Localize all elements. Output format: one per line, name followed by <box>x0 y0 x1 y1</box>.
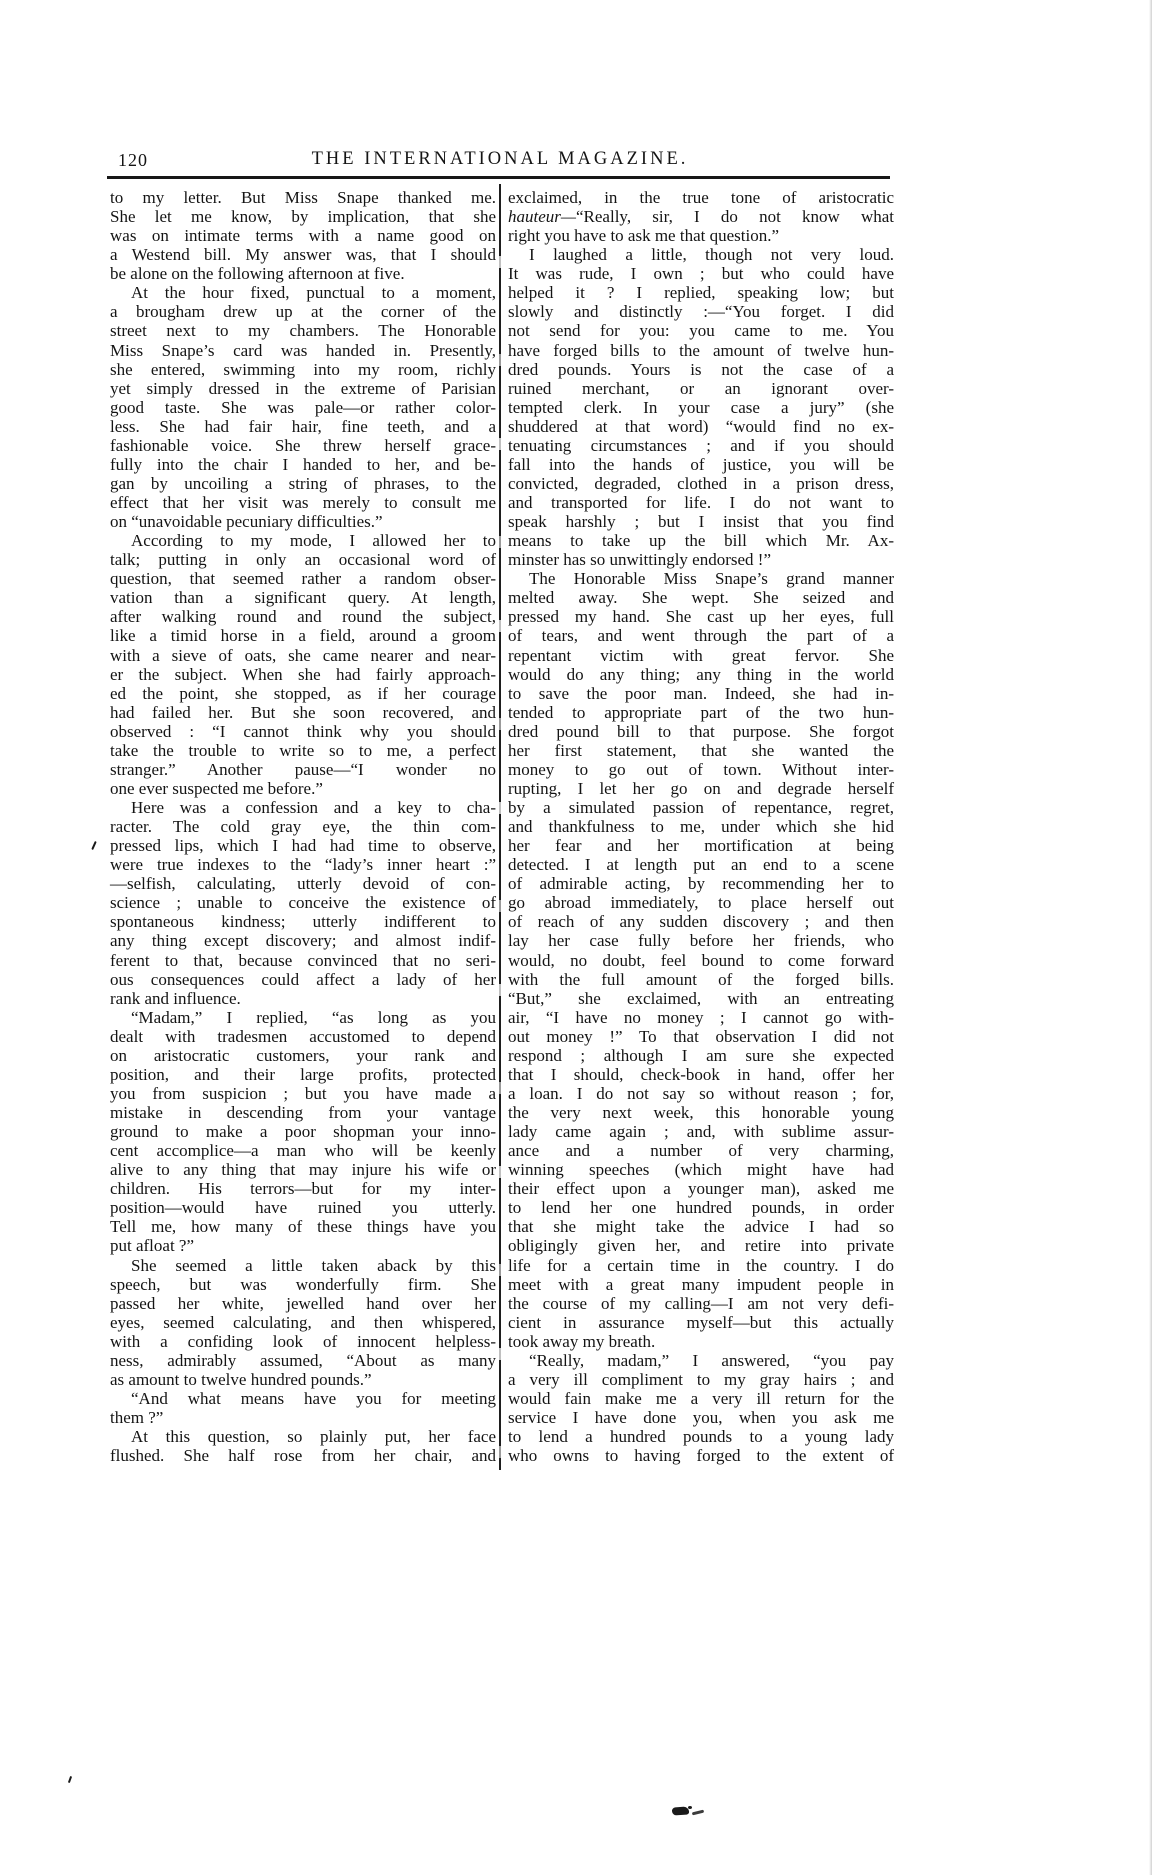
text-line: money to go out of town. Without inter- <box>508 759 894 779</box>
text-line: It was rude, I own ; but who could have <box>508 264 894 284</box>
text-line: their effect upon a younger man), asked me <box>508 1179 894 1199</box>
text-line: gan by uncoiling a string of phrases, to the <box>110 473 496 493</box>
text-line: less. She had fair hair, fine teeth, and a <box>110 416 496 436</box>
text-line: “And what means have you for meeting <box>131 1388 496 1408</box>
ink-smudge <box>672 1806 690 1815</box>
text-line: with a confiding look of innocent helpless- <box>110 1331 496 1351</box>
text-line: tended to appropriate part of the two hun- <box>508 702 894 722</box>
text-line: dealt with tradesmen accustomed to depend <box>110 1026 496 1046</box>
text-line: put afloat ?” <box>110 1236 195 1256</box>
text-line: with a sieve of oats, she came nearer and near- <box>110 645 496 665</box>
text-line: fully into the chair I handed to her, and be- <box>110 454 496 474</box>
text-line: the very next week, this honorable young <box>508 1103 894 1122</box>
text-line: ruined merchant, or an ignorant over- <box>508 378 894 398</box>
text-line: to save the poor man. Indeed, she had in- <box>508 683 894 703</box>
text-line: exclaimed, in the true tone of aristocratic <box>508 188 894 207</box>
text-line: ground to make a poor shopman your inno- <box>110 1122 496 1142</box>
text-line: who owns to having forged to the extent of <box>508 1446 894 1466</box>
text-line: “Really, madam,” I answered, “you pay <box>529 1350 894 1370</box>
text-line: be alone on the following afternoon at five. <box>110 264 405 284</box>
text-line: go abroad immediately, to place herself out <box>508 893 894 913</box>
text-line: position—would have ruined you utterly. <box>110 1198 496 1218</box>
text-line: er the subject. When she had fairly approach- <box>110 664 496 684</box>
text-line: slowly and distinctly :—“You forget. I did <box>508 302 894 322</box>
text-line: was on intimate terms with a name good on <box>110 226 496 246</box>
text-line: lady came again ; and, with sublime assur- <box>508 1122 894 1142</box>
text-line: to lend her one hundred pounds, in order <box>508 1198 894 1218</box>
text-line: lay her case fully before her friends, who <box>508 931 894 951</box>
text-line: fall into the hands of justice, you will be <box>508 454 894 474</box>
text-line: to my letter. But Miss Snape thanked me. <box>110 188 496 207</box>
ink-speck <box>91 841 96 850</box>
text-line: shuddered at that word) “would find no ex- <box>508 416 894 436</box>
text-line: The Honorable Miss Snape’s grand manner <box>529 569 894 589</box>
text-line: her first statement, that she wanted the <box>508 740 894 760</box>
text-line: melted away. She wept. She seized and <box>508 588 894 608</box>
text-line: ness, admirably assumed, “About as many <box>110 1350 496 1370</box>
text-line: would fain make me a very ill return for the <box>508 1388 894 1408</box>
text-line: At the hour fixed, punctual to a moment, <box>131 283 496 303</box>
text-line: out money !” To that observation I did not <box>508 1026 894 1046</box>
text-line: rank and influence. <box>110 988 241 1008</box>
text-line: ed the point, she stopped, as if her courage <box>110 683 496 703</box>
text-line: alive to any thing that may injure his wife or <box>110 1160 496 1180</box>
text-line: service I have done you, when you ask me <box>508 1408 894 1427</box>
text-line: speak harshly ; but I insist that you find <box>508 512 894 532</box>
text-line: tenuating circumstances ; and if you should <box>508 435 894 455</box>
text-line: speech, but was wonderfully firm. She <box>110 1274 496 1294</box>
text-line: one ever suspected me before.” <box>110 778 323 798</box>
text-line: ferent to that, because convinced that no seri- <box>110 950 496 970</box>
text-line: Miss Snape’s card was handed in. Presently, <box>110 340 496 360</box>
text-line: science ; unable to conceive the existence of <box>110 893 496 913</box>
text-line: winning speeches (which might have had <box>508 1160 894 1180</box>
text-line: tempted clerk. In your case a jury” (she <box>508 397 894 417</box>
text-line: pressed my hand. She cast up her eyes, full <box>508 607 894 627</box>
text-line: a brougham drew up at the corner of the <box>110 302 496 322</box>
text-line: on “unavoidable pecuniary difficulties.” <box>110 512 383 532</box>
text-line: detected. I at length put an end to a scene <box>508 855 894 875</box>
text-line: take the trouble to write so to me, a perfect <box>110 740 496 760</box>
text-line: At this question, so plainly put, her face <box>131 1427 496 1447</box>
text-line: cient in assurance myself—but this actually <box>508 1312 894 1332</box>
text-line: flushed. She half rose from her chair, and <box>110 1446 496 1466</box>
text-line: that I should, check-book in hand, offer her <box>508 1064 894 1084</box>
text-line: According to my mode, I allowed her to <box>131 531 496 551</box>
text-line: on aristocratic customers, your rank and <box>110 1045 496 1065</box>
text-line: means to take up the bill which Mr. Ax- <box>508 531 894 551</box>
text-line: of tears, and went through the part of a <box>508 626 894 646</box>
italic-text: hauteur— <box>508 207 576 227</box>
text-line: children. His terrors—but for my inter- <box>110 1179 496 1199</box>
text-line: —selfish, calculating, utterly devoid of con- <box>110 874 496 894</box>
page-title: THE INTERNATIONAL MAGAZINE. <box>311 149 689 169</box>
column-divider <box>499 184 501 1470</box>
text-line: of reach of any sudden discovery ; and then <box>508 912 894 932</box>
text-line: I laughed a little, though not very loud. <box>529 245 894 265</box>
text-line: position, and their large profits, protected <box>110 1064 496 1084</box>
text-line: dred pounds. Yours is not the case of a <box>508 359 894 379</box>
text-line: ous consequences could affect a lady of her <box>110 969 496 989</box>
text-line: her fear and her mortification at being <box>508 836 894 856</box>
text-line: minster has so unwittingly endorsed !” <box>508 550 771 570</box>
header-rule <box>107 176 890 179</box>
page-number: 120 <box>118 150 148 170</box>
text-line: “But,” she exclaimed, with an entreating <box>508 988 894 1008</box>
text-line: question, that seemed rather a random obser- <box>110 569 496 589</box>
text-line: have forged bills to the amount of twelve hun- <box>508 340 894 360</box>
text-line: ance and a number of very charming, <box>508 1141 894 1161</box>
text-line: passed her white, jewelled hand over her <box>110 1293 496 1313</box>
column-right <box>508 188 894 1465</box>
text-line: repentant victim with great fervor. She <box>508 645 894 665</box>
text-line: Here was a confession and a key to cha- <box>131 798 496 817</box>
text-line: to lend a hundred pounds to a young lady <box>508 1427 894 1447</box>
text-line: and transported for life. I do not want to <box>508 493 894 512</box>
text-line: and thankfulness to me, under which she hid <box>508 817 894 837</box>
text-line: eyes, seemed calculating, and then whispered, <box>110 1312 496 1332</box>
ink-smudge <box>692 1810 704 1816</box>
text-line: a loan. I do not say so without reason ; for, <box>508 1083 894 1103</box>
text-line: the course of my calling—I am not very defi- <box>508 1293 894 1313</box>
text-line: stranger.” Another pause—“I wonder no <box>110 759 496 779</box>
text-line: rupting, I let her go on and degrade herself <box>508 778 894 798</box>
text-line: obligingly given her, and retire into private <box>508 1236 894 1256</box>
text-line: cent accomplice—a man who will be keenly <box>110 1141 496 1161</box>
text-line: right you have to ask me that question.” <box>508 226 779 246</box>
text-line: effect that her visit was merely to consult me <box>110 493 496 512</box>
text-line: were true indexes to the “lady’s inner heart :” <box>110 855 496 875</box>
text-line: fashionable voice. She threw herself grace- <box>110 435 496 455</box>
text-line: respond ; although I am sure she expected <box>508 1045 894 1065</box>
text-line: meet with a great many impudent people in <box>508 1274 894 1294</box>
text-line: talk; putting in only an occasional word of <box>110 550 496 570</box>
text-line: like a timid horse in a field, around a groom <box>110 626 496 646</box>
text-line: street next to my chambers. The Honorable <box>110 321 496 341</box>
text-line: mistake in descending from your vantage <box>110 1103 496 1122</box>
text-line: with the full amount of the forged bills. <box>508 969 894 989</box>
text-line: that she might take the advice I had so <box>508 1217 894 1237</box>
column-left <box>110 188 496 1465</box>
text-line: she entered, swimming into my room, richly <box>110 359 496 379</box>
text-line: dred pound bill to that purpose. She forgot <box>508 721 894 741</box>
text-line: would do any thing; any thing in the world <box>508 664 894 684</box>
text-line: took away my breath. <box>508 1331 656 1351</box>
text-line: would, no doubt, feel bound to come forward <box>508 950 894 970</box>
text-line: as amount to twelve hundred pounds.” <box>110 1369 372 1389</box>
text-line: by a simulated passion of repentance, regret, <box>508 798 894 817</box>
text-line: hauteur—“Really, sir, I do not know what <box>508 207 894 227</box>
text-line: them ?” <box>110 1408 164 1427</box>
text-line: you from suspicion ; but you have made a <box>110 1083 496 1103</box>
text-line: She seemed a little taken aback by this <box>131 1255 496 1275</box>
text-line: helped it ? I replied, speaking low; but <box>508 283 894 303</box>
text-line: racter. The cold gray eye, the thin com- <box>110 817 496 837</box>
text-line: convicted, degraded, clothed in a prison dress, <box>508 473 894 493</box>
ink-smudge <box>688 1806 692 1809</box>
text-line: after walking round and round the subject, <box>110 607 496 627</box>
text-line: pressed lips, which I had had time to observe, <box>110 836 496 856</box>
text-line: of admirable acting, by recommending her to <box>508 874 894 894</box>
text-line: Tell me, how many of these things have you <box>110 1217 496 1237</box>
text-line: life for a certain time in the country. I do <box>508 1255 894 1275</box>
text-line: yet simply dressed in the extreme of Parisian <box>110 378 496 398</box>
text-line: air, “I have no money ; I cannot go with- <box>508 1007 894 1027</box>
text-line: spontaneous kindness; utterly indifferent to <box>110 912 496 932</box>
text-line: She let me know, by implication, that she <box>110 207 496 227</box>
text-line: good taste. She was pale—or rather color- <box>110 397 496 417</box>
text-line: had failed her. But she soon recovered, and <box>110 702 496 722</box>
ink-speck <box>68 1776 72 1783</box>
text-line: observed : “I cannot think why you should <box>110 721 496 741</box>
text-line: any thing except discovery; and almost indif- <box>110 931 496 951</box>
text-line: vation than a significant query. At length, <box>110 588 496 608</box>
text-line: “Madam,” I replied, “as long as you <box>131 1007 496 1027</box>
text-line: a Westend bill. My answer was, that I should <box>110 245 496 265</box>
text-line: not send for you: you came to me. You <box>508 321 894 341</box>
text-line: a very ill compliment to my gray hairs ; and <box>508 1369 894 1389</box>
